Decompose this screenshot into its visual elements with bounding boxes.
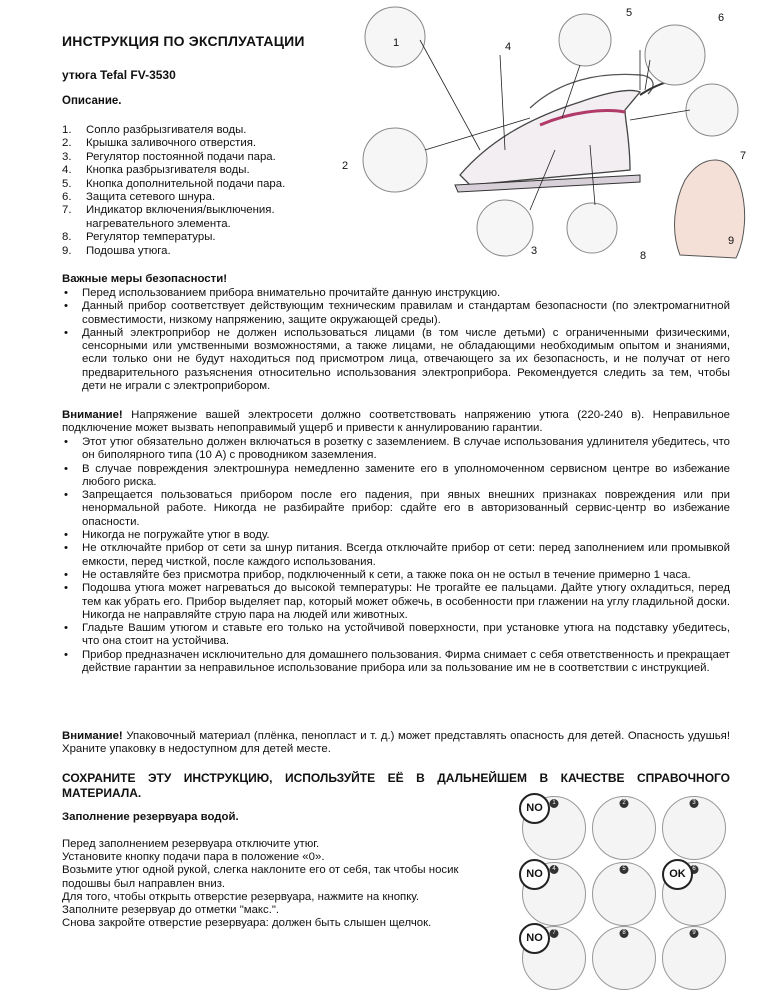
no-badge: NO [519,793,550,824]
attention-list [62,436,730,675]
callout-spray-buttons [559,14,611,66]
callout-indicator [686,84,738,136]
list-item: • Не отключайте прибор от сети за шнур питания. Всегда отключайте прибор от сети: перед заполнением или промывкой емкости, перед чисткой, после каждого использования. [62,542,730,569]
list-item: • Данный электроприбор не должен использоваться лицами (в том числе детьми) с ограниченными физическими, сенсорными или умственными возможностями, а также лицами, не обладающими необходимым опытом и знаниями, если только они не будут находиться под присмотром лица, отвечающего за их безопасность, и не получат от него предварительного разъяснения относительно использования электроприбора. Рекомендуется следить за тем, чтобы дети не играли с электроприбором. [62,327,730,393]
diagram-label-3: 3 [531,245,538,257]
diagram-label-8: 8 [640,250,647,262]
fill-illustration-9: 9 [662,926,726,990]
fill-illustration-1: 1 [522,796,586,860]
fill-step: Заполните резервуар до отметки "макс.". [62,904,280,917]
diagram-label-1: 1 [393,37,400,49]
diagram-label-2: 2 [342,160,349,172]
list-item: • Перед использованием прибора внимательно прочитайте данную инструкцию. [62,287,730,300]
fill-illustration-6: 6 [662,862,726,926]
list-item: 4. Кнопка разбрызгивателя воды. [62,164,250,177]
attention-text: Напряжение вашей электросети должно соответствовать напряжению утюга (220-240 в). Неправильное подключение может вызвать непоправимый ущерб и привести к аннулированию гарантии. [62,409,730,435]
fill-steps [62,838,492,930]
fill-illustration-7: 7 [522,926,586,990]
callout-temp-dial [567,203,617,253]
packaging-warning [62,730,730,757]
attention-label: Внимание! [62,409,123,421]
iron-diagram [340,0,768,270]
callout-steam-regulator [477,200,533,256]
soleplate-view [675,160,745,258]
list-item: • Данный прибор соответствует действующим техническим правилам и стандартам безопасности (по электромагнитной совместимости, низкому напряжению, защите окружающей среды). [62,300,730,327]
safety-list [62,287,730,393]
description-heading: Описание. [62,95,122,107]
list-item: • Этот утюг обязательно должен включаться в розетку с заземлением. В случае использования удлинителя убедитесь, что он биполярного типа (10 А) с проводником заземления. [62,436,730,463]
list-item: • Гладьте Вашим утюгом и ставьте его только на устойчивой поверхности, при установке утюга на подставку убедитесь, что она стоит на устойчива. [62,622,730,649]
description-list [62,124,362,258]
page-title: ИНСТРУКЦИЯ ПО ЭКСПЛУАТАЦИИ [62,33,305,49]
list-item: 1. Сопло разбрызгивателя воды. [62,124,247,136]
diagram-label-7: 7 [740,150,747,162]
list-item: 6. Защита сетевого шнура. [62,191,216,204]
list-item: 5. Кнопка дополнительной подачи пара. [62,177,286,190]
fill-step: Установите кнопку подачи пара в положение «0». [62,851,325,864]
attention-label: Внимание! [62,730,123,742]
fill-illustration-5: 5 [592,862,656,926]
safety-heading: Важные меры безопасности! [62,273,228,285]
list-item: • Не оставляйте без присмотра прибор, подключенный к сети, а также пока он не остыл в течение примерно 1 часа. [62,569,730,582]
no-badge: NO [519,923,550,954]
list-item: 8. Регулятор температуры. [62,231,216,244]
iron-body [460,90,640,185]
list-item: 7. Индикатор включения/выключения. нагревательного элемента. [62,204,275,230]
fill-step: Снова закройте отверстие резервуара: должен быть слышен щелчок. [62,917,432,930]
fill-illustration-8: 8 [592,926,656,990]
ok-badge: OK [662,859,693,890]
list-item: • Подошва утюга может нагреваться до высокой температуры: Не трогайте ее пальцами. Дайте утюгу охладиться, перед тем как убрать его. Прибор выделяет пар, который может обжечь, в особенности при глажении на углу гладильной доски. Никогда не направляйте струю пара на людей или животных. [62,582,730,622]
diagram-label-5: 5 [626,7,633,19]
keep-instructions-note: СОХРАНИТЕ ЭТУ ИНСТРУКЦИЮ, ИСПОЛЬЗУЙТЕ ЕЁ В ДАЛЬНЕЙШЕМ В КАЧЕСТВЕ СПРАВОЧНОГО МАТЕРИАЛА. [62,771,730,800]
list-item: 3. Регулятор постоянной подачи пара. [62,150,276,163]
callout-cord-guard [645,25,705,85]
list-item: • Запрещается пользоваться прибором после его падения, при явных внешних признаках повреждения или при ненормальной работе. Никогда не разбирайте прибор: сдайте его в авторизованный сервис-центр во избежание опасности. [62,489,730,529]
fill-heading: Заполнение резервуара водой. [62,811,239,823]
attention-text: Упаковочный материал (плёнка, пенопласт и т. д.) может представлять опасность для детей. Опасность удушья! Храните упаковку в недоступном для детей месте. [62,730,730,756]
fill-step: Возьмите утюг одной рукой, слегка наклоните его от себя, так чтобы носик подошвы был направлен вниз. [62,864,459,890]
callout-water-inlet [363,128,427,192]
page-subtitle: утюга Tefal FV-3530 [62,68,176,82]
list-item: • Никогда не погружайте утюг в воду. [62,529,730,542]
fill-illustration-4: 4 [522,862,586,926]
fill-illustration-3: 3 [662,796,726,860]
fill-step: Для того, чтобы открыть отверстие резервуара, нажмите на кнопку. [62,890,420,903]
fill-illustration-2: 2 [592,796,656,860]
diagram-label-9: 9 [728,235,735,247]
list-item: • Прибор предназначен исключительно для домашнего пользования. Фирма снимает с себя ответственность и прекращает действие гарантии за неправильное использование прибора или за пользование им не в соответствии с инструкцией. [62,649,730,676]
list-item: 2. Крышка заливочного отверстия. [62,137,257,150]
diagram-label-4: 4 [505,41,512,53]
attention-paragraph [62,409,730,436]
fill-step: Перед заполнением резервуара отключите утюг. [62,838,320,850]
diagram-label-6: 6 [718,12,725,24]
no-badge: NO [519,859,550,890]
list-item: • В случае повреждения электрошнура немедленно замените его в уполномоченном сервисном центре во избежание любого риска. [62,463,730,490]
list-item: 9. Подошва утюга. [62,244,171,257]
